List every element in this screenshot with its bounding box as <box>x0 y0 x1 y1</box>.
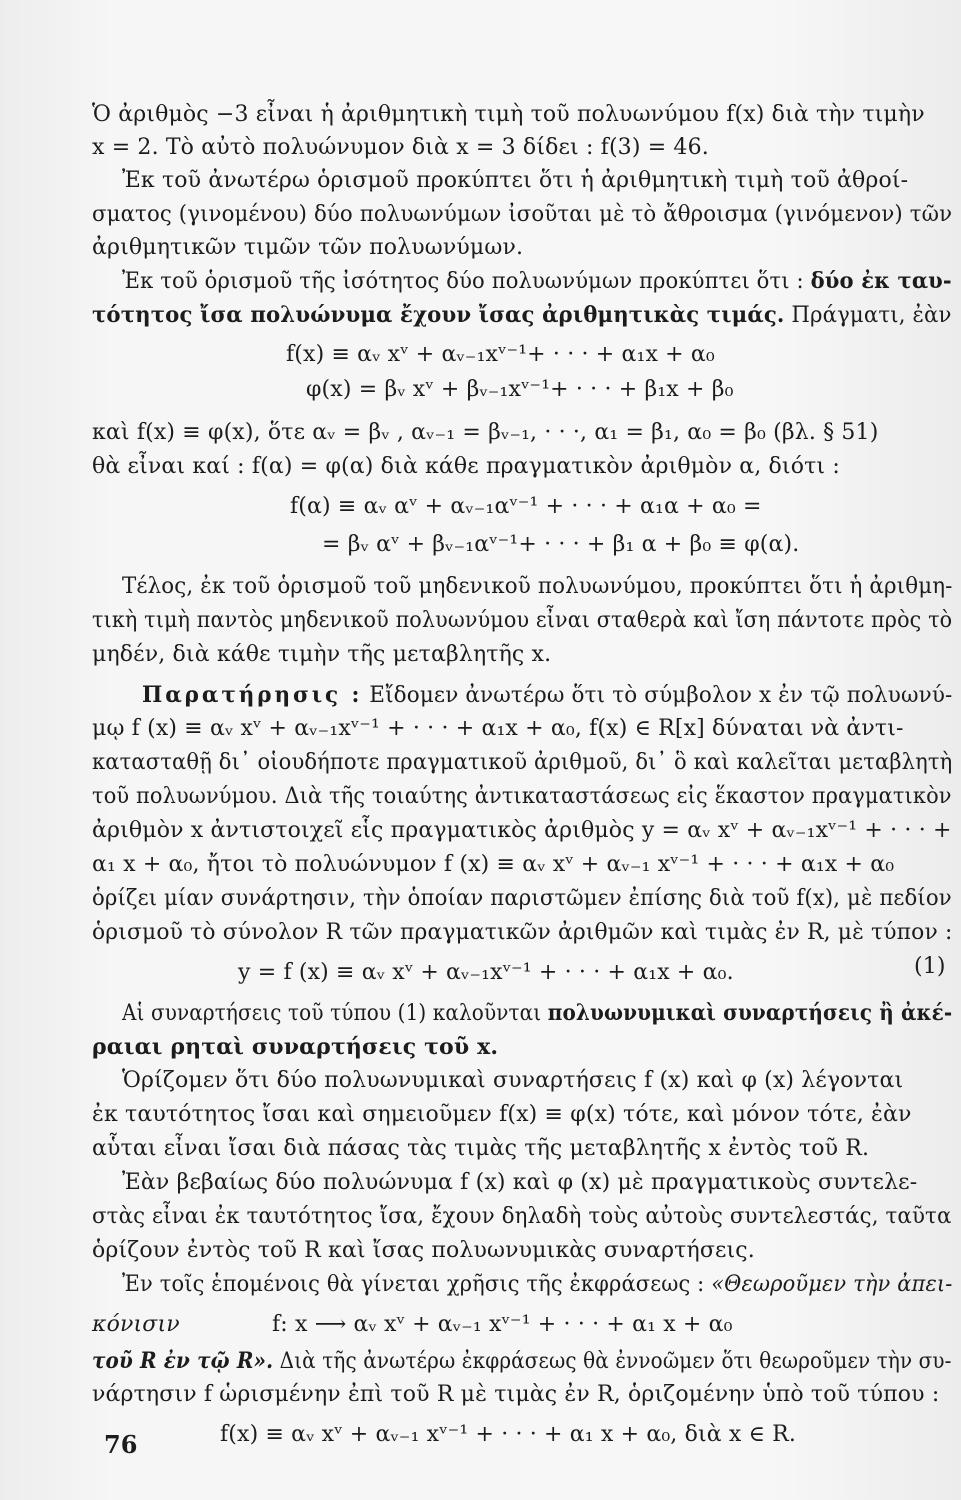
text-line-26: Αἱ συναρτήσεις τοῦ τύπου (1) καλοῦνται πολυωνυμικαὶ συναρτήσεις ἢ ἀκέ- <box>122 1000 953 1026</box>
text-line-37: νάρτησιν f ὡρισμένην ἐπὶ τοῦ R μὲ τιμὰς ἐν R, ὁριζομένην ὑπὸ τοῦ τύπου : <box>92 1382 940 1407</box>
text-line-32: στὰς εἶναι ἐκ ταυτότητος ἴσα, ἔχουν δηλαδὴ τοὺς αὐτοὺς συντελεστάς, ταῦτα <box>92 1204 952 1229</box>
text-line-11: θὰ εἶναι καί : f(α) = φ(α) διὰ κάθε πραγματικὸν ἀριθμὸν α, διότι : <box>92 454 840 479</box>
remark-heading-line: Παρατήρησις : Εἴδομεν ἀνωτέρω ὅτι τὸ σύμβολον x ἐν τῷ πολυωνύ- <box>142 682 953 708</box>
text-line-19: κατασταθῇ δι᾽ οἱουδήποτε πραγματικοῦ ἀριθμοῦ, δι᾽ ὃ καὶ καλεῖται μεταβλητὴ <box>92 750 953 775</box>
text-line-24: ὁρισμοῦ τὸ σύνολον R τῶν πραγματικῶν ἀριθμῶν καὶ τιμὰς ἐν R, μὲ τύπον : <box>92 920 953 945</box>
text-line-27: ραιαι ρηταὶ συναρτήσεις τοῦ x. <box>92 1034 499 1060</box>
equation-f-alpha: f(α) ≡ αᵥ αᵛ + αᵥ₋₁αᵛ⁻¹ + · · · + α₁α + α₀ = <box>290 494 762 519</box>
equation-mapping: f: x ⟶ αᵥ xᵛ + αᵥ₋₁ xᵛ⁻¹ + · · · + α₁ x + α₀ <box>272 1312 733 1337</box>
text-line-4: σματος (γινομένου) δύο πολυωνύμων ἰσοῦται μὲ τὸ ἄθροισμα (γινόμενον) τῶν <box>92 202 953 227</box>
text-line-3: Ἐκ τοῦ ἀνωτέρω ὁρισμοῦ προκύπτει ὅτι ἡ ἀριθμητικὴ τιμὴ τοῦ ἀθροί- <box>122 168 909 193</box>
text-line-5: ἀριθμητικῶν τιμῶν τῶν πολυωνύμων. <box>92 235 524 260</box>
text-line-29: ἐκ ταυτότητος ἴσαι καὶ σημειοῦμεν f(x) ≡ φ(x) τότε, καὶ μόνον τότε, ἐὰν <box>92 1102 912 1127</box>
text-line-31: Ἐὰν βεβαίως δύο πολυώνυμα f (x) καὶ φ (x) μὲ πραγματικοὺς συντελε- <box>122 1170 918 1195</box>
text-line-7: τότητος ἴσα πολυώνυμα ἔχουν ἴσας ἀριθμητικὰς τιμάς. Πράγματι, ἐὰν <box>92 302 952 328</box>
text-line-23: ὁρίζει μίαν συνάρτησιν, τὴν ὁποίαν παριστῶμεν ἐπίσης διὰ τοῦ f(x), μὲ πεδίον <box>92 886 952 911</box>
text-line-35-label: κόνισιν <box>92 1312 180 1337</box>
text-line-2: x = 2. Τὸ αὐτὸ πολυώνυμον διὰ x = 3 δίδει : f(3) = 46. <box>92 135 709 160</box>
equation-1-tag: (1) <box>914 954 946 979</box>
text-line-21: ἀριθμὸν x ἀντιστοιχεῖ εἷς πραγματικὸς ἀριθμὸς y = αᵥ xᵛ + αᵥ₋₁xᵛ⁻¹ + · · · + <box>92 818 952 843</box>
text-line-6: Ἐκ τοῦ ὁρισμοῦ τῆς ἰσότητος δύο πολυωνύμων προκύπτει ὅτι : δύο ἐκ ταυ- <box>122 268 952 294</box>
text-line-14: Τέλος, ἐκ τοῦ ὁρισμοῦ τοῦ μηδενικοῦ πολυωνύμου, προκύπτει ὅτι ἡ ἀριθμη- <box>122 574 953 599</box>
text-line-30: αὗται εἶναι ἴσαι διὰ πάσας τὰς τιμὰς τῆς μεταβλητῆς x ἐντὸς τοῦ R. <box>92 1136 870 1161</box>
text-line-33: ὁρίζουν ἐντὸς τοῦ R καὶ ἴσας πολυωνυμικὰς συναρτήσεις. <box>92 1238 755 1263</box>
equation-phi: φ(x) = βᵥ xᵛ + βᵥ₋₁xᵛ⁻¹+ · · · + β₁x + β₀ <box>306 377 734 402</box>
page-number: 76 <box>104 1430 138 1459</box>
text-line-18: μῳ f (x) ≡ αᵥ xᵛ + αᵥ₋₁xᵛ⁻¹ + · · · + α₁x + α₀, f(x) ∈ R[x] δύναται νὰ ἀντι- <box>92 716 904 741</box>
text-line-16: μηδέν, διὰ κάθε τιμὴν τῆς μεταβλητῆς x. <box>92 642 552 667</box>
equation-f: f(x) ≡ αᵥ xᵛ + αᵥ₋₁xᵛ⁻¹+ · · · + α₁x + α₀ <box>286 342 715 367</box>
text-line-10: καὶ f(x) ≡ φ(x), ὅτε αᵥ = βᵥ , αᵥ₋₁ = βᵥ₋₁, · · ·, α₁ = β₁, α₀ = β₀ (βλ. § 51) <box>92 420 879 445</box>
text-line-1: Ὁ ἀριθμὸς −3 εἶναι ἡ ἀριθμητικὴ τιμὴ τοῦ πολυωνύμου f(x) διὰ τὴν τιμὴν <box>92 102 925 127</box>
equation-phi-alpha: = βᵥ αᵛ + βᵥ₋₁αᵛ⁻¹+ · · · + β₁ α + β₀ ≡ φ(α). <box>322 532 800 557</box>
equation-final: f(x) ≡ αᵥ xᵛ + αᵥ₋₁ xᵛ⁻¹ + · · · + α₁ x + α₀, διὰ x ∈ R. <box>220 1422 797 1447</box>
text-line-15: τικὴ τιμὴ παντὸς μηδενικοῦ πολυωνύμου εἶναι σταθερὰ καὶ ἴση πάντοτε πρὸς τὸ <box>92 608 953 633</box>
text-line-28: Ὁρίζομεν ὅτι δύο πολυωνυμικαὶ συναρτήσεις f (x) καὶ φ (x) λέγονται <box>122 1068 904 1093</box>
text-line-22: α₁ x + α₀, ἤτοι τὸ πολυώνυμον f (x) ≡ αᵥ xᵛ + αᵥ₋₁ xᵛ⁻¹ + · · · + α₁x + α₀ <box>92 852 895 877</box>
text-line-34: Ἐν τοῖς ἑπομένοις θὰ γίνεται χρῆσις τῆς ἐκφράσεως : «Θεωροῦμεν τὴν ἀπει- <box>122 1272 953 1297</box>
text-line-20: τοῦ πολυωνύμου. Διὰ τῆς τοιαύτης ἀντικαταστάσεως εἰς ἕκαστον πραγματικὸν <box>92 784 952 809</box>
text-line-36: τοῦ R ἐν τῷ R». Διὰ τῆς ἀνωτέρω ἐκφράσεως θὰ ἐννοῶμεν ὅτι θεωροῦμεν τὴν συ- <box>92 1348 952 1374</box>
equation-1: y = f (x) ≡ αᵥ xᵛ + αᵥ₋₁xᵛ⁻¹ + · · · + α₁x + α₀. <box>238 960 734 985</box>
